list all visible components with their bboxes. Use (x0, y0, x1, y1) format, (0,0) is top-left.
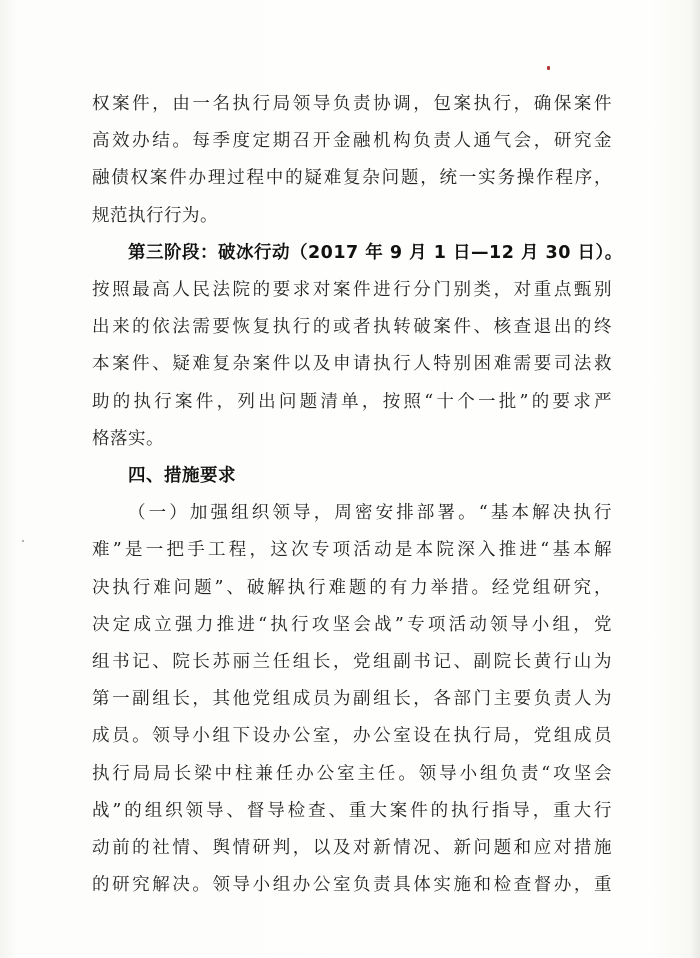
body-line-8: 本案件、疑难复杂案件以及申请执行人特别困难需要司法救 (92, 354, 612, 375)
body-line-21: 动前的社情、舆情研判，以及对新情况、新问题和应对措施 (92, 838, 612, 859)
body-line-10: 格落实。 (92, 428, 164, 449)
body-line-22: 的研究解决。领导小组办公室负责具体实施和检查督办，重 (92, 875, 612, 896)
body-line-1: 权案件，由一名执行局领导负责协调，包案执行，确保案件 (92, 94, 612, 114)
body-line-14: 决执行难问题”、破解执行难题的有力举措。经党组研究， (92, 577, 612, 598)
body-line-2: 高效办结。每季度定期召开金融机构负责人通气会，研究金 (92, 131, 612, 152)
body-line-7: 出来的依法需要恢复执行的或者执转破案件、核查退出的终 (92, 317, 612, 338)
body-line-20: 战”的组织领导、督导检查、重大案件的执行指导，重大行 (92, 800, 612, 821)
body-line-15: 决定成立强力推进“执行攻坚会战”专项活动领导小组，党 (92, 614, 612, 635)
page-edge-shadow (690, 0, 700, 958)
body-line-13: 难”是一把手工程，这次专项活动是本院深入推进“基本解 (92, 540, 612, 561)
body-line-16: 组书记、院长苏丽兰任组长，党组副书记、副院长黄行山为 (92, 652, 612, 673)
document-body (92, 86, 623, 904)
section-heading-measures: 四、措施要求 (128, 466, 236, 487)
body-line-9: 助的执行案件，列出问题清单，按照“十个一批”的要求严 (92, 391, 612, 412)
body-line-6: 按照最高人民法院的要求对案件进行分门别类，对重点甄别 (92, 280, 612, 301)
phase-three-heading: 第三阶段：破冰行动（2017 年 9 月 1 日—12 月 30 日）。 (128, 242, 623, 263)
body-line-3: 融债权案件办理过程中的疑难复杂问题，统一实务操作程序， (92, 168, 612, 189)
scan-dust-speck (22, 540, 24, 542)
body-line-19: 执行局局长梁中柱兼任办公室主任。领导小组负责“攻坚会 (92, 763, 612, 784)
body-line-4: 规范执行行为。 (92, 205, 218, 226)
body-line-18: 成员。领导小组下设办公室，办公室设在执行局，党组成员 (92, 726, 612, 747)
body-line-17: 第一副组长，其他党组成员为副组长，各部门主要负责人为 (92, 689, 612, 710)
red-ink-speck (547, 66, 550, 70)
subsection-line-1: （一）加强组织领导，周密安排部署。“基本解决执行 (128, 503, 612, 524)
